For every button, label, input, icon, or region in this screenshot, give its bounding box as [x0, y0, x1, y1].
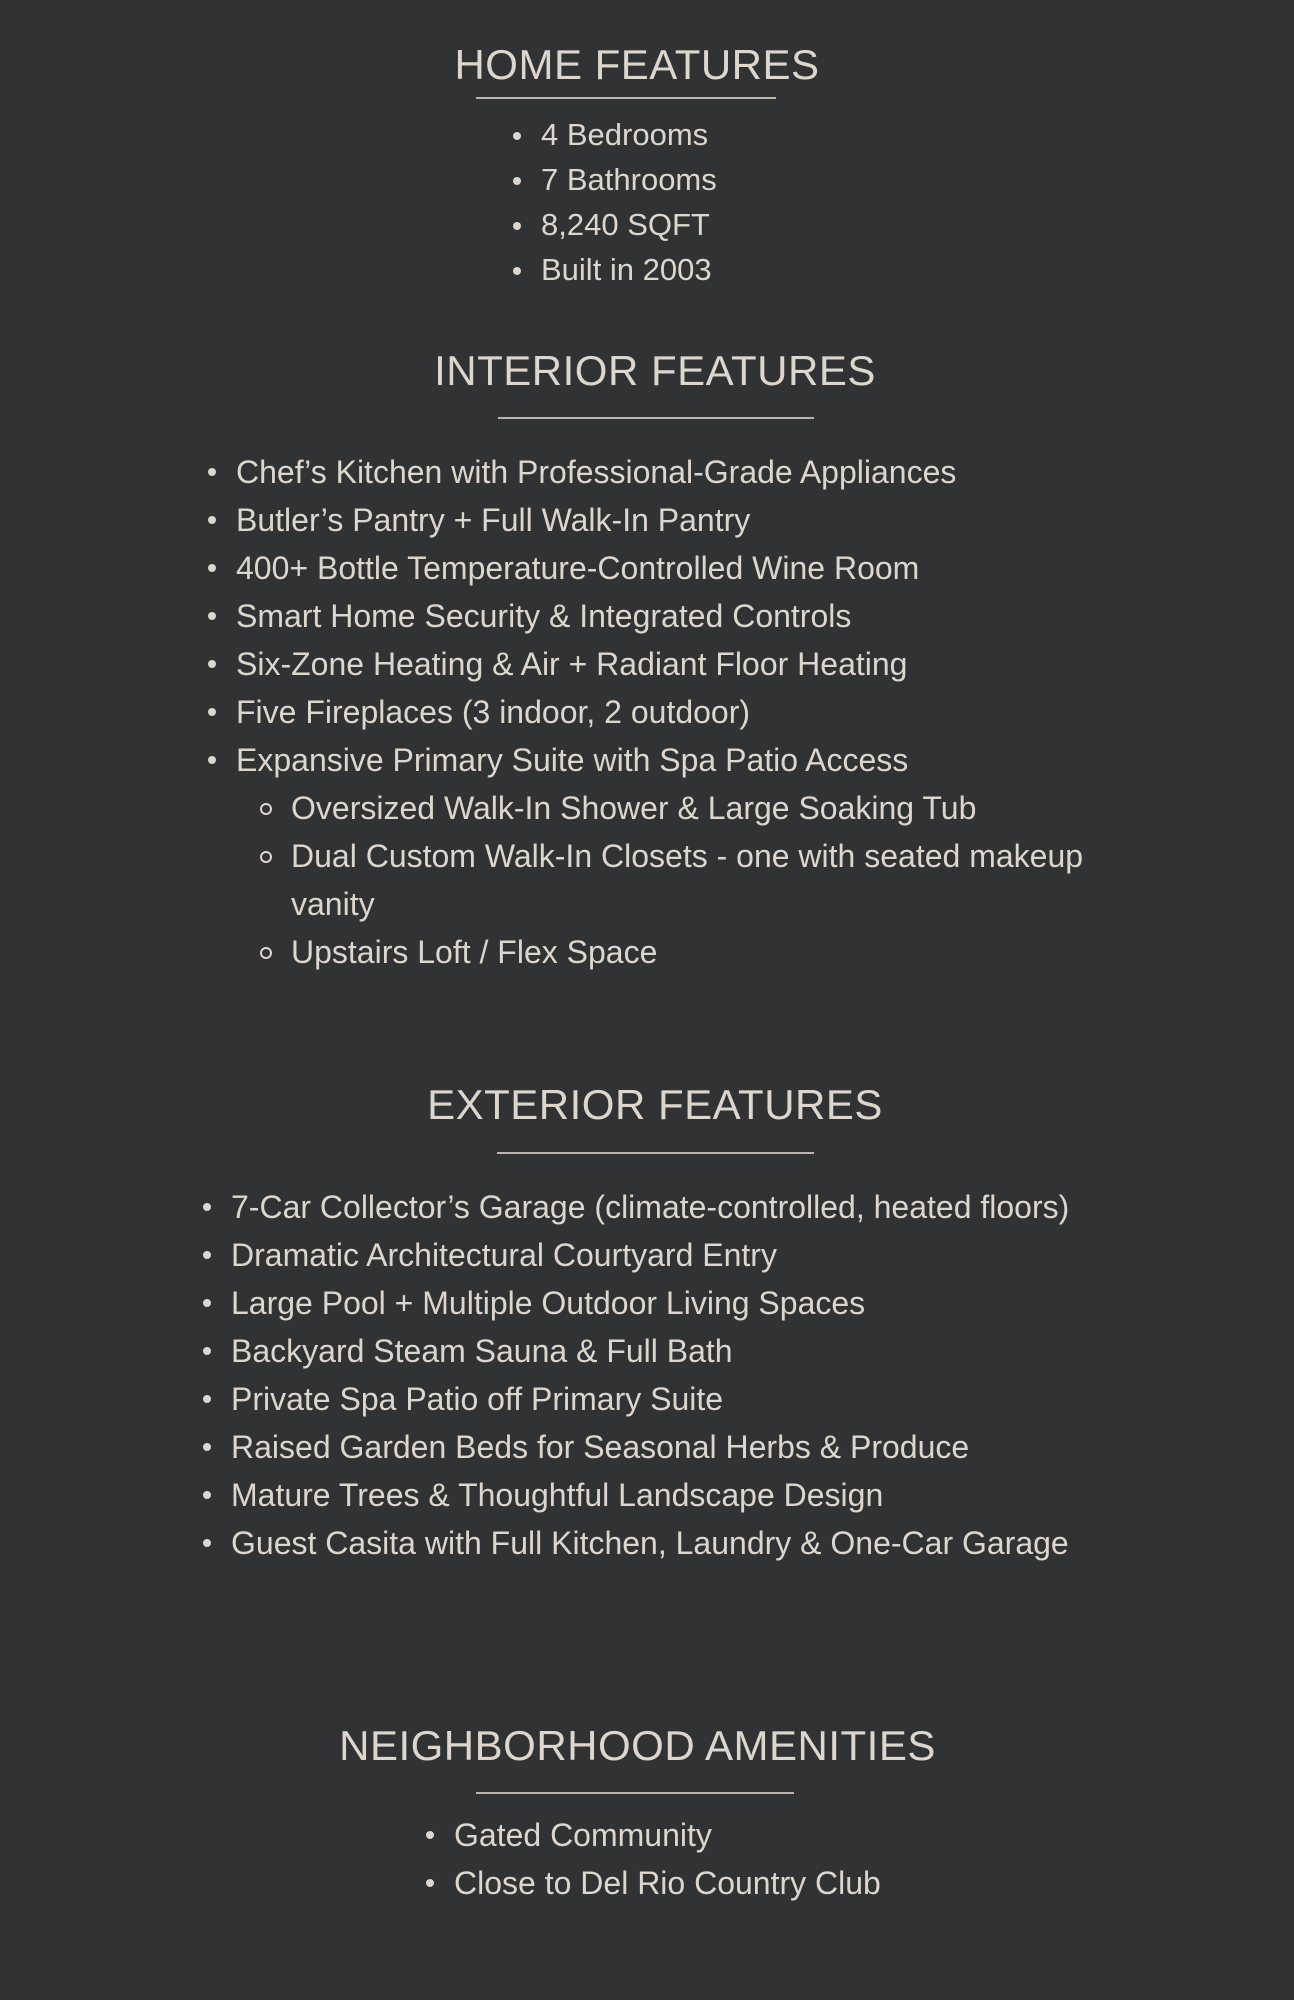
list-item: Backyard Steam Sauna & Full Bath	[231, 1327, 1101, 1375]
list-item: Private Spa Patio off Primary Suite	[231, 1375, 1101, 1423]
sub-list-item: Upstairs Loft / Flex Space	[291, 928, 1096, 976]
home-features-list	[541, 112, 841, 292]
list-item: Raised Garden Beds for Seasonal Herbs & Produce	[231, 1423, 1101, 1471]
primary-suite-sublist	[236, 784, 1096, 976]
interior-features-list	[236, 448, 1096, 976]
exterior-features-title: EXTERIOR FEATURES	[427, 1081, 883, 1128]
interior-features-title: INTERIOR FEATURES	[434, 347, 876, 394]
home-features-title: HOME FEATURES	[454, 41, 820, 88]
neighborhood-amenities-divider	[476, 1792, 794, 1794]
list-item: Chef’s Kitchen with Professional-Grade Appliances	[236, 448, 1096, 496]
neighborhood-amenities-list	[454, 1811, 954, 1907]
list-item: 4 Bedrooms	[541, 112, 841, 157]
list-item: Smart Home Security & Integrated Controls	[236, 592, 1096, 640]
list-item: Five Fireplaces (3 indoor, 2 outdoor)	[236, 688, 1096, 736]
list-item: 400+ Bottle Temperature-Controlled Wine Room	[236, 544, 1096, 592]
list-item: 7-Car Collector’s Garage (climate-controlled, heated floors)	[231, 1183, 1101, 1231]
list-item: Butler’s Pantry + Full Walk-In Pantry	[236, 496, 1096, 544]
exterior-features-divider	[497, 1152, 814, 1154]
sub-list-item: Dual Custom Walk-In Closets - one with seated makeup vanity	[291, 832, 1096, 928]
neighborhood-amenities-title: NEIGHBORHOOD AMENITIES	[339, 1722, 936, 1769]
list-item: Mature Trees & Thoughtful Landscape Design	[231, 1471, 1101, 1519]
exterior-features-list	[231, 1183, 1101, 1567]
home-features-divider	[476, 97, 776, 99]
list-item: Six-Zone Heating & Air + Radiant Floor Heating	[236, 640, 1096, 688]
list-item: 7 Bathrooms	[541, 157, 841, 202]
list-item: Close to Del Rio Country Club	[454, 1859, 954, 1907]
list-item: Dramatic Architectural Courtyard Entry	[231, 1231, 1101, 1279]
interior-features-divider	[498, 417, 814, 419]
list-item: Expansive Primary Suite with Spa Patio Access	[236, 736, 1096, 784]
list-item: Large Pool + Multiple Outdoor Living Spaces	[231, 1279, 1101, 1327]
list-item: 8,240 SQFT	[541, 202, 841, 247]
list-item: Guest Casita with Full Kitchen, Laundry & One-Car Garage	[231, 1519, 1101, 1567]
list-item: Gated Community	[454, 1811, 954, 1859]
list-item: Built in 2003	[541, 247, 841, 292]
sub-list-item: Oversized Walk-In Shower & Large Soaking Tub	[291, 784, 1096, 832]
